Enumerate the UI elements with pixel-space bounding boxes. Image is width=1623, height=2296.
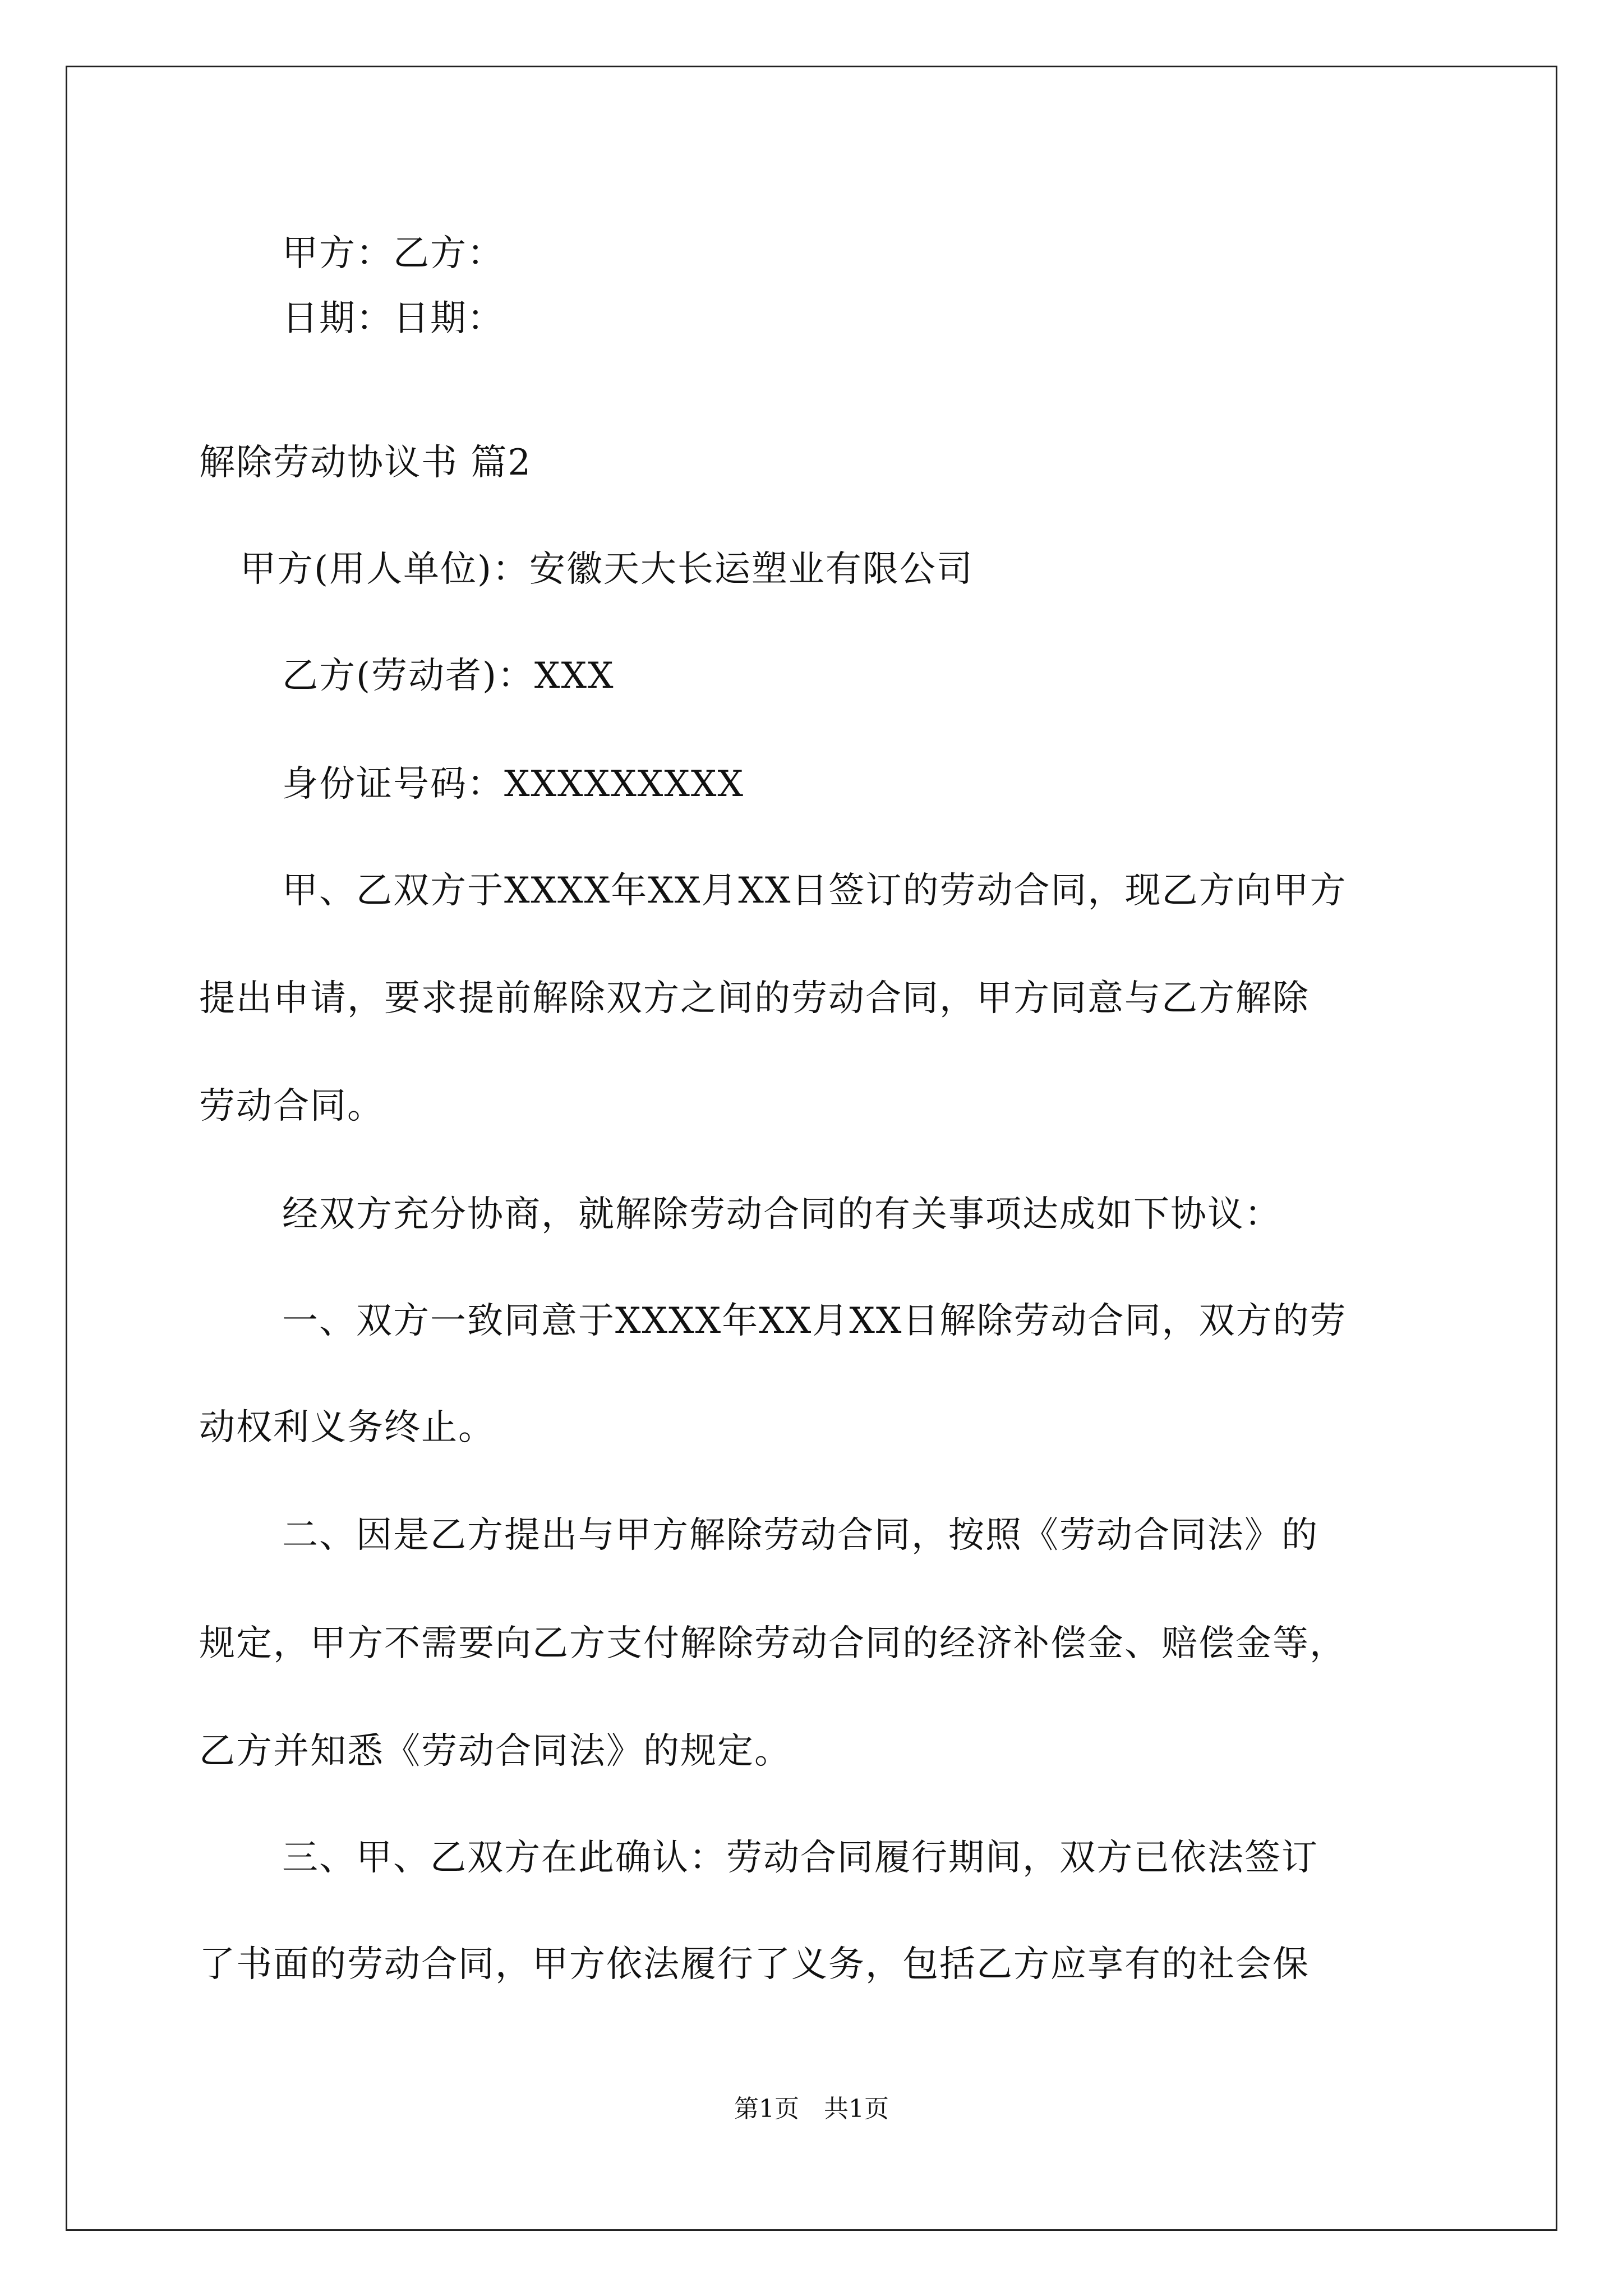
paragraph-line: 规定，甲方不需要向乙方支付解除劳动合同的经济补偿金、赔偿金等，	[199, 1623, 1347, 1664]
paragraph-line: 三、甲、乙双方在此确认：劳动合同履行期间，双方已依法签订	[282, 1837, 1318, 1879]
paragraph-line: 动权利义务终止。	[199, 1407, 495, 1448]
date-signature-line: 日期：日期：	[282, 298, 504, 339]
paragraph-line: 劳动合同。	[199, 1085, 384, 1127]
paragraph-line: 甲、乙双方于XXXX年XX月XX日签订的劳动合同，现乙方向甲方	[282, 870, 1347, 912]
party-a-line: 甲方(用人单位)：安徽天大长运塑业有限公司	[240, 549, 974, 590]
paragraph-line: 经双方充分协商，就解除劳动合同的有关事项达成如下协议：	[282, 1194, 1281, 1235]
page-border	[66, 66, 1557, 2231]
party-b-line: 乙方(劳动者)：XXX	[282, 655, 615, 697]
section-heading: 解除劳动协议书 篇2	[199, 442, 532, 484]
paragraph-line: 一、双方一致同意于XXXX年XX月XX日解除劳动合同，双方的劳	[282, 1300, 1347, 1342]
paragraph-line: 二、因是乙方提出与甲方解除劳动合同，按照《劳动合同法》的	[282, 1515, 1318, 1556]
id-number-line: 身份证号码：XXXXXXXXX	[282, 763, 745, 805]
paragraph-line: 提出申请，要求提前解除双方之间的劳动合同，甲方同意与乙方解除	[199, 978, 1310, 1019]
party-signature-line: 甲方：乙方：	[282, 233, 504, 274]
paragraph-line: 乙方并知悉《劳动合同法》的规定。	[199, 1731, 791, 1772]
paragraph-line: 了书面的劳动合同，甲方依法履行了义务，包括乙方应享有的社会保	[199, 1944, 1310, 1985]
page-number-footer: 第1页 共1页	[734, 2095, 889, 2123]
